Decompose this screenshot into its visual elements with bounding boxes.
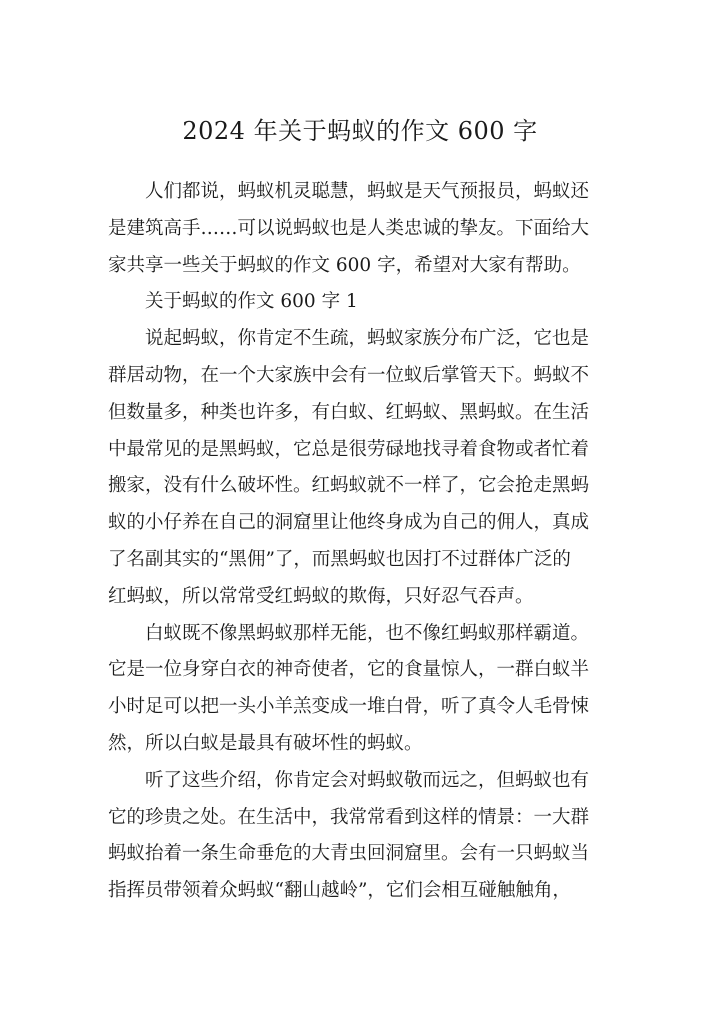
text-line: 搬家，没有什么破坏性。红蚂蚁就不一样了，它会抢走黑蚂 bbox=[108, 475, 590, 497]
text-line: 中最常见的是黑蚂蚁，它总是很劳碌地找寻着食物或者忙着 bbox=[108, 438, 590, 460]
text-line: 但数量多，种类也许多，有白蚁、红蚂蚁、黑蚂蚁。在生活 bbox=[108, 401, 590, 423]
document-body bbox=[108, 174, 614, 910]
section-heading bbox=[108, 284, 614, 321]
text-line: 指挥员带领着众蚂蚁“翻山越岭”，它们会相互碰触触角， bbox=[108, 880, 571, 902]
text-line: 它的珍贵之处。在生活中，我常常看到这样的情景：一大群 bbox=[108, 806, 590, 828]
text-line: 家共享一些关于蚂蚁的作文 600 字，希望对大家有帮助。 bbox=[108, 254, 581, 276]
section-heading-text: 关于蚂蚁的作文 600 字 1 bbox=[145, 291, 358, 313]
document-title: 2024 年关于蚂蚁的作文 600 字 bbox=[182, 117, 538, 145]
text-line: 群居动物，在一个大家族中会有一位蚁后掌管天下。蚂蚁不 bbox=[108, 364, 590, 386]
text-line: 小时足可以把一头小羊羔变成一堆白骨，听了真令人毛骨悚 bbox=[108, 696, 590, 718]
text-line: 白蚁既不像黑蚂蚁那样无能，也不像红蚂蚁那样霸道。 bbox=[145, 622, 590, 644]
text-line: 然，所以白蚁是最具有破坏性的蚂蚁。 bbox=[108, 732, 423, 754]
text-line: 是建筑高手……可以说蚂蚁也是人类忠诚的挚友。下面给大 bbox=[108, 217, 590, 239]
text-line: 红蚂蚁，所以常常受红蚂蚁的欺侮，只好忍气吞声。 bbox=[108, 585, 534, 607]
text-line: 了名副其实的“黑佣”了，而黑蚂蚁也因打不过群体广泛的 bbox=[108, 548, 571, 570]
text-line: 人们都说，蚂蚁机灵聪慧，蚂蚁是天气预报员，蚂蚁还 bbox=[145, 181, 590, 202]
intro-paragraph bbox=[108, 174, 614, 284]
text-line: 说起蚂蚁，你肯定不生疏，蚂蚁家族分布广泛，它也是 bbox=[145, 328, 590, 350]
paragraph-3 bbox=[108, 763, 614, 910]
text-line: 听了这些介绍，你肯定会对蚂蚁敬而远之，但蚂蚁也有 bbox=[145, 769, 590, 791]
paragraph-1 bbox=[108, 321, 614, 615]
text-line: 蚁的小仔养在自己的洞窟里让他终身成为自己的佣人，真成 bbox=[108, 512, 590, 534]
text-line: 蚂蚁抬着一条生命垂危的大青虫回洞窟里。会有一只蚂蚁当 bbox=[108, 843, 590, 865]
paragraph-2 bbox=[108, 616, 614, 763]
text-line: 它是一位身穿白衣的神奇使者，它的食量惊人，一群白蚁半 bbox=[108, 659, 590, 681]
